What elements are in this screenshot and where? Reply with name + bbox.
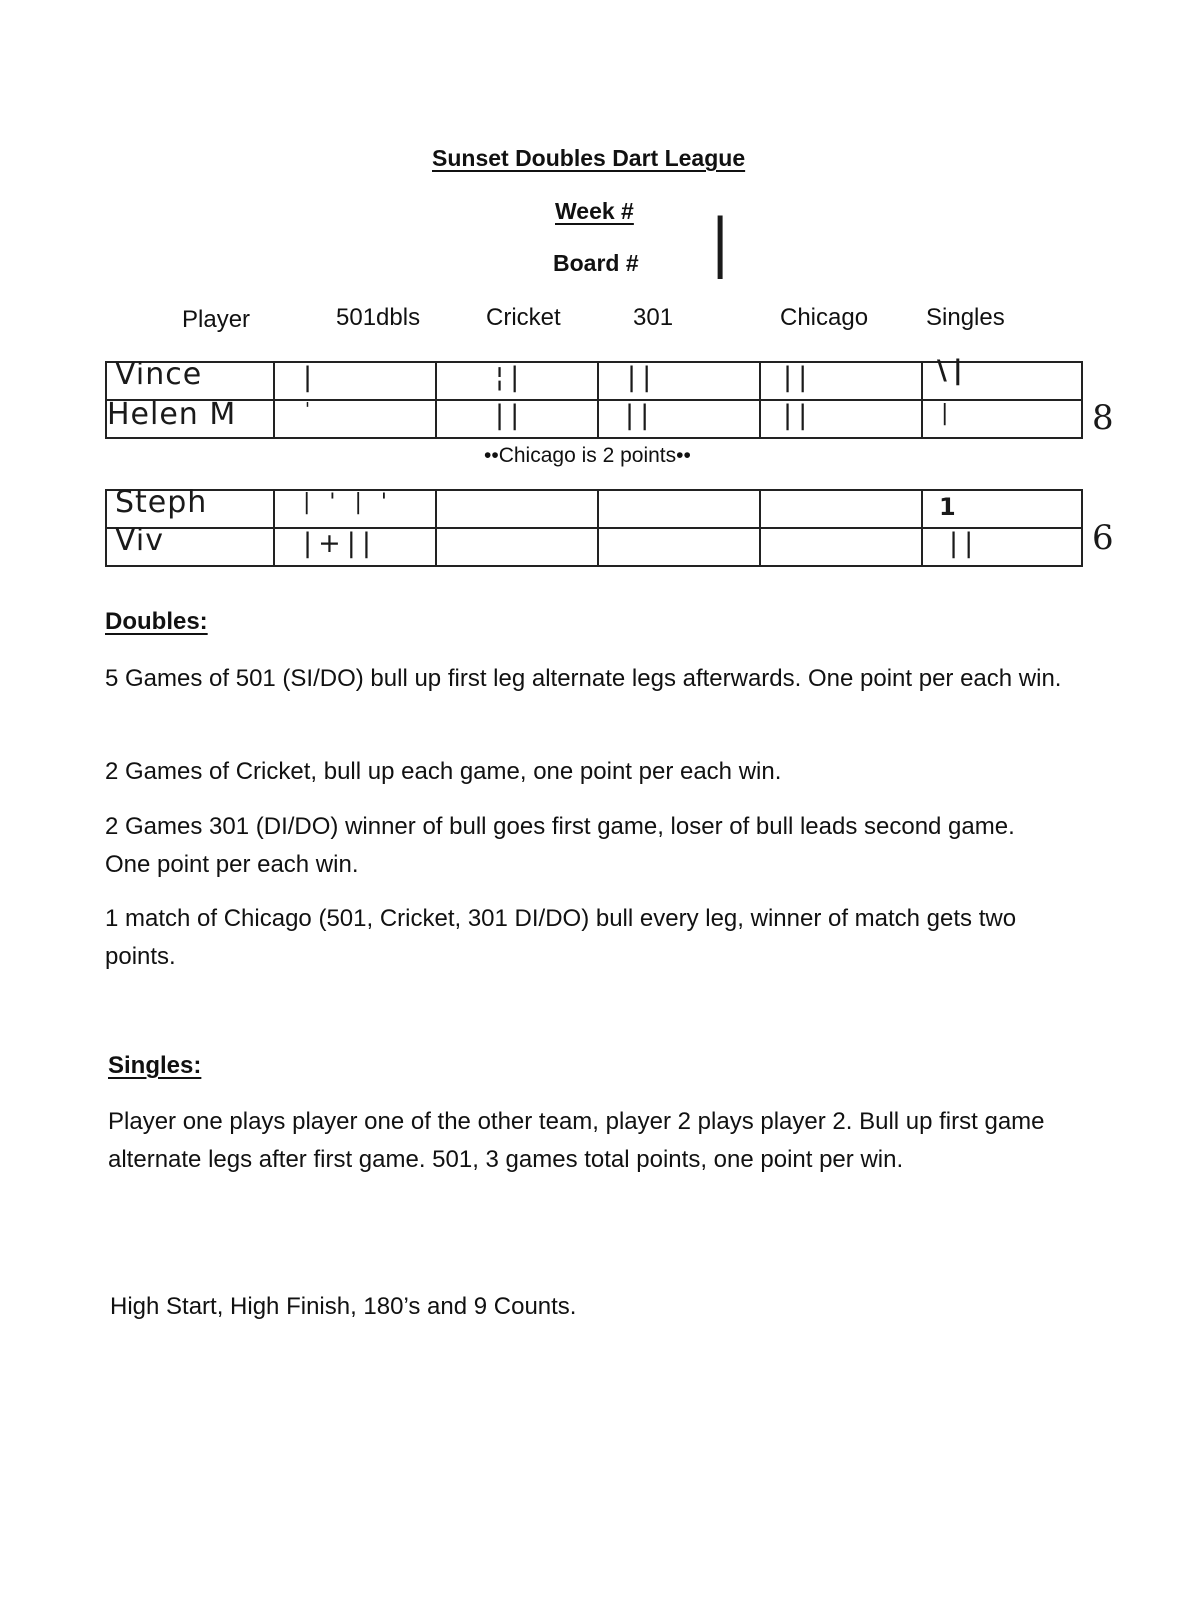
score-cell-singles <box>922 490 1082 528</box>
player-name-cell <box>106 523 274 566</box>
team-1-score-table <box>105 355 1083 439</box>
score-cell-singles <box>922 528 1082 566</box>
score-cell-chicago <box>760 490 922 528</box>
column-header-chicago: Chicago <box>780 304 869 331</box>
score-cell-chicago <box>760 400 922 438</box>
tally-marks: |+|| <box>303 528 377 559</box>
score-cell-501dbls <box>274 362 436 400</box>
team-2-total: 6 <box>1092 518 1114 558</box>
singles-title: Singles: <box>108 1052 202 1079</box>
player-name: Viv <box>115 523 164 558</box>
tally-marks: 1 <box>939 493 962 521</box>
board-number-handwritten: | <box>710 206 731 280</box>
table-row <box>106 528 1082 566</box>
column-header-singles: Singles <box>926 304 1005 331</box>
tally-marks: | <box>303 362 319 393</box>
tally-marks: || <box>783 400 814 431</box>
score-cell-chicago <box>760 362 922 400</box>
board-label: Board # <box>553 250 639 276</box>
team-1-total: 8 <box>1092 398 1114 438</box>
week-label: Week # <box>555 198 634 224</box>
tally-marks: | ' | ' <box>303 490 393 515</box>
table-row <box>106 362 1082 400</box>
score-cell-cricket <box>436 490 598 528</box>
score-cell-singles <box>922 400 1082 438</box>
tally-marks: \| <box>937 355 969 386</box>
column-header-501dbls: 501dbls <box>336 304 421 331</box>
footer-note: High Start, High Finish, 180’s and 9 Counts. <box>110 1293 577 1320</box>
score-cell-501dbls <box>274 528 436 566</box>
score-cell-cricket <box>436 400 598 438</box>
tally-marks: || <box>783 362 814 393</box>
score-cell-501dbls <box>274 490 436 528</box>
tally-marks: || <box>949 528 980 559</box>
score-cell-301 <box>598 490 760 528</box>
column-header-301: 301 <box>633 304 674 331</box>
tally-marks: || <box>625 400 656 431</box>
score-cell-cricket <box>436 528 598 566</box>
player-name: Helen M <box>107 397 237 432</box>
column-header-cricket: Cricket <box>486 304 561 331</box>
score-cell-301 <box>598 528 760 566</box>
doubles-rule-cricket: 2 Games of Cricket, bull up each game, one point per each win. <box>105 758 782 785</box>
tally-marks: ' <box>305 399 316 420</box>
score-cell-301 <box>598 400 760 438</box>
tally-marks: | <box>941 401 955 426</box>
score-cell-301 <box>598 362 760 400</box>
doubles-rule-301: 2 Games 301 (DI/DO) winner of bull goes first game, loser of bull leads second game. One point per each win. <box>105 813 1015 878</box>
tally-marks: || <box>627 362 658 393</box>
page-title: Sunset Doubles Dart League <box>432 145 746 171</box>
column-header-player: Player <box>182 306 251 333</box>
player-name-cell <box>106 397 274 438</box>
table-row <box>106 490 1082 528</box>
chicago-note: ••Chicago is 2 points•• <box>484 444 691 467</box>
doubles-title: Doubles: <box>105 608 208 635</box>
table-row <box>106 400 1082 438</box>
player-name: Steph <box>115 485 208 520</box>
tally-marks: || <box>495 400 526 431</box>
doubles-rule-501: 5 Games of 501 (SI/DO) bull up first leg alternate legs afterwards. One point per each win. <box>105 665 1062 692</box>
score-cell-singles <box>922 355 1082 400</box>
tally-marks: ¦| <box>495 362 526 393</box>
doubles-rule-chicago: 1 match of Chicago (501, Cricket, 301 DI/DO) bull every leg, winner of match gets two points. <box>105 905 1017 970</box>
singles-rule: Player one plays player one of the other team, player 2 plays player 2. Bull up first game alternate legs after first game. 501, 3 games total points, one point per win. <box>108 1108 1045 1173</box>
team-2-score-table <box>105 485 1083 567</box>
player-name-cell <box>106 357 274 400</box>
score-cell-chicago <box>760 528 922 566</box>
player-name: Vince <box>115 357 203 392</box>
score-cell-cricket <box>436 362 598 400</box>
score-cell-501dbls <box>274 400 436 438</box>
